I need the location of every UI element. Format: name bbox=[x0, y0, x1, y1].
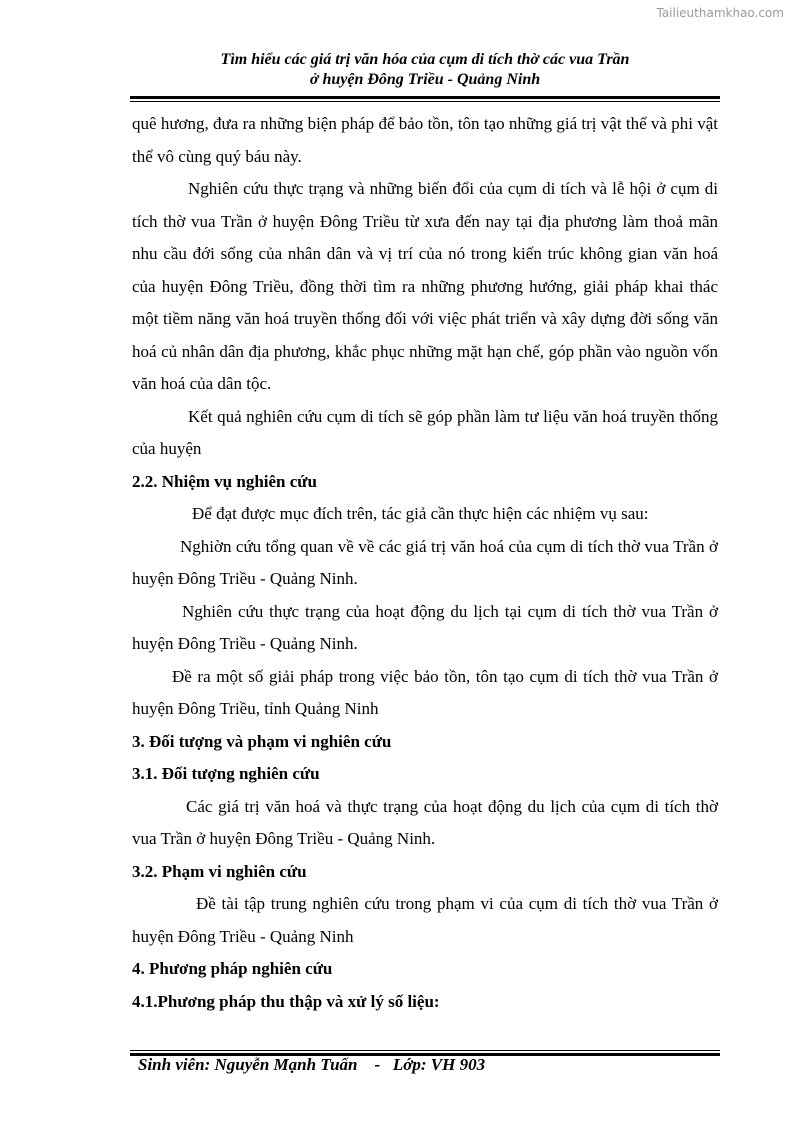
watermark: Tailieuthamkhao.com bbox=[656, 6, 784, 20]
running-header bbox=[130, 50, 720, 90]
header-line-1: Tìm hiểu các giá trị văn hóa của cụm di tích thờ các vua Trần bbox=[220, 51, 630, 68]
section-heading: 2.2. Nhiệm vụ nghiên cứu bbox=[132, 471, 317, 491]
paragraph: quê hương, đưa ra những biện pháp để bảo tồn, tôn tạo những giá trị vật thể và phi vật thể vô cùng quý báu này. bbox=[132, 114, 718, 166]
page-body bbox=[132, 108, 718, 1018]
header-rule-thin bbox=[130, 101, 720, 102]
list-item: Đề ra một số giải pháp trong việc bảo tồn, tôn tạo cụm di tích thờ vua Trần ở huyện Đông Triều, tỉnh Quảng Ninh bbox=[132, 666, 718, 718]
paragraph: Đề tài tập trung nghiên cứu trong phạm vi của cụm di tích thờ vua Trần ở huyện Đông Triều - Quảng Ninh bbox=[132, 894, 718, 946]
list-item: Nghiờn cứu tổng quan về về các giá trị văn hoá của cụm di tích thờ vua Trần ở huyện Đông Triều - Quảng Ninh. bbox=[132, 536, 718, 588]
section-heading: 4. Phương pháp nghiên cứu bbox=[132, 959, 333, 978]
section-heading: 3.1. Đối tượng nghiên cứu bbox=[132, 764, 320, 783]
header-line-2: ở huyện Đông Triều - Quảng Ninh bbox=[309, 71, 541, 88]
section-heading: 4.1.Phương pháp thu thập và xử lý số liệu: bbox=[132, 991, 440, 1011]
paragraph: Nghiên cứu thực trạng và những biến đổi của cụm di tích và lễ hội ở cụm di tích thờ vua Trần ở huyện Đông Triều từ xưa đến nay tại địa phương làm thoả mãn nhu cầu đới sống của nhân dân và vị trí của nó trong kiến trúc không gian văn hoá của huyện Đông Triều, đồng thời tìm ra những phương hướng, giải pháp khai thác một tiềm năng văn hoá truyền thống đối với việc phát triển và xây dựng đời sống văn hoá củ nhân dân địa phương, khắc phục những mặt hạn chế, góp phần vào nguồn vốn văn hoá của dân tộc. bbox=[132, 179, 718, 393]
header-rule bbox=[130, 96, 720, 99]
paragraph: Các giá trị văn hoá và thực trạng của hoạt động du lịch của cụm di tích thờ vua Trần ở huyện Đông Triều - Quảng Ninh. bbox=[132, 796, 718, 848]
section-heading: 3. Đối tượng và phạm vi nghiên cứu bbox=[132, 731, 392, 751]
footer-rule-thin bbox=[130, 1050, 720, 1051]
paragraph: Để đạt được mục đích trên, tác giả cần thực hiện các nhiệm vụ sau: bbox=[192, 504, 649, 523]
paragraph: Kết quả nghiên cứu cụm di tích sẽ góp phần làm tư liệu văn hoá truyền thống của huyện bbox=[132, 406, 718, 458]
list-item: Nghiên cứu thực trạng của hoạt động du lịch tại cụm di tích thờ vua Trần ở huyện Đông Triều - Quảng Ninh. bbox=[132, 601, 718, 653]
running-footer: Sinh viên: Nguyễn Mạnh Tuấn - Lớp: VH 903 bbox=[138, 1055, 486, 1074]
section-heading: 3.2. Phạm vi nghiên cứu bbox=[132, 861, 307, 881]
